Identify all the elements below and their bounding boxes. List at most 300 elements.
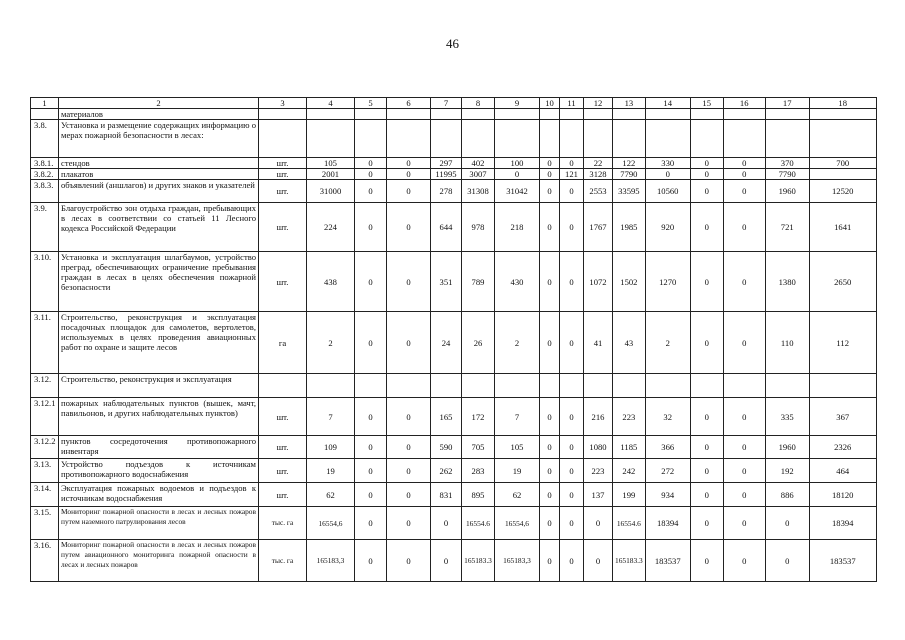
value-cell: 1380 [765, 252, 809, 312]
value-cell: 183537 [645, 540, 690, 582]
value-cell: 2 [645, 312, 690, 374]
row-name: Строительство, реконструкция и эксплуатация [59, 374, 259, 398]
header-cell: 6 [387, 98, 431, 109]
row-unit: шт. [259, 158, 307, 169]
value-cell: 122 [613, 158, 646, 169]
value-cell [462, 374, 495, 398]
value-cell: 31308 [462, 180, 495, 203]
value-cell: 105 [495, 436, 540, 459]
value-cell: 165183,3 [495, 540, 540, 582]
value-cell: 330 [645, 158, 690, 169]
row-name: Эксплуатация пожарных водоемов и подъездов к источникам водоснабжения [59, 483, 259, 507]
row-code: 3.9. [31, 203, 59, 252]
value-cell: 192 [765, 459, 809, 483]
value-cell: 18394 [645, 507, 690, 540]
value-cell: 7 [495, 398, 540, 436]
row-name: объявлений (аншлагов) и других знаков и указателей [59, 180, 259, 203]
value-cell: 0 [584, 540, 613, 582]
value-cell: 0 [540, 312, 560, 374]
row-code: 3.13. [31, 459, 59, 483]
value-cell: 920 [645, 203, 690, 252]
table-body [31, 98, 877, 582]
value-cell: 0 [560, 436, 584, 459]
value-cell [613, 120, 646, 158]
row-name: Установка и эксплуатация шлагбаумов, устройство преград, обеспечивающих ограничение пребывания граждан в лесах в целях обеспечения пожарной безопасности [59, 252, 259, 312]
row-code: 3.8. [31, 120, 59, 158]
value-cell [645, 374, 690, 398]
header-cell: 7 [431, 98, 462, 109]
value-cell [540, 120, 560, 158]
value-cell: 283 [462, 459, 495, 483]
value-cell: 109 [307, 436, 355, 459]
row-unit: шт. [259, 252, 307, 312]
value-cell [809, 374, 876, 398]
value-cell: 165183.3 [462, 540, 495, 582]
value-cell: 223 [613, 398, 646, 436]
value-cell: 3128 [584, 169, 613, 180]
table-row [31, 158, 877, 169]
value-cell: 165 [431, 398, 462, 436]
header-cell: 5 [355, 98, 387, 109]
value-cell: 0 [560, 158, 584, 169]
value-cell: 18394 [809, 507, 876, 540]
row-unit: шт. [259, 180, 307, 203]
value-cell: 278 [431, 180, 462, 203]
value-cell: 19 [495, 459, 540, 483]
value-cell: 223 [584, 459, 613, 483]
value-cell: 0 [560, 459, 584, 483]
row-code: 3.8.3. [31, 180, 59, 203]
value-cell: 0 [355, 398, 387, 436]
value-cell: 2650 [809, 252, 876, 312]
value-cell [387, 109, 431, 120]
value-cell: 0 [495, 169, 540, 180]
value-cell: 0 [355, 436, 387, 459]
value-cell: 0 [723, 436, 765, 459]
value-cell [495, 374, 540, 398]
value-cell: 0 [355, 507, 387, 540]
value-cell: 1641 [809, 203, 876, 252]
header-cell: 8 [462, 98, 495, 109]
value-cell: 590 [431, 436, 462, 459]
value-cell [462, 120, 495, 158]
value-cell [584, 120, 613, 158]
value-cell [723, 109, 765, 120]
value-cell: 0 [540, 169, 560, 180]
table-row [31, 459, 877, 483]
value-cell [645, 109, 690, 120]
value-cell: 0 [355, 158, 387, 169]
value-cell: 7790 [613, 169, 646, 180]
value-cell: 0 [690, 398, 723, 436]
header-cell: 4 [307, 98, 355, 109]
row-unit [259, 120, 307, 158]
value-cell [540, 374, 560, 398]
value-cell: 2 [495, 312, 540, 374]
value-cell: 886 [765, 483, 809, 507]
row-unit: га [259, 312, 307, 374]
value-cell: 430 [495, 252, 540, 312]
value-cell: 0 [387, 483, 431, 507]
value-cell: 0 [560, 540, 584, 582]
value-cell: 705 [462, 436, 495, 459]
value-cell: 789 [462, 252, 495, 312]
value-cell: 1502 [613, 252, 646, 312]
row-code: 3.14. [31, 483, 59, 507]
value-cell: 183537 [809, 540, 876, 582]
value-cell: 112 [809, 312, 876, 374]
header-cell: 3 [259, 98, 307, 109]
row-name: плакатов [59, 169, 259, 180]
value-cell: 7 [307, 398, 355, 436]
value-cell: 0 [355, 540, 387, 582]
value-cell [690, 120, 723, 158]
value-cell [355, 120, 387, 158]
value-cell: 0 [765, 540, 809, 582]
value-cell: 18120 [809, 483, 876, 507]
value-cell: 1960 [765, 436, 809, 459]
value-cell: 0 [387, 312, 431, 374]
value-cell [560, 374, 584, 398]
value-cell: 105 [307, 158, 355, 169]
value-cell: 0 [355, 203, 387, 252]
row-name: Установка и размещение содержащих информацию о мерах пожарной безопасности в лесах: [59, 120, 259, 158]
row-code: 3.15. [31, 507, 59, 540]
value-cell [431, 374, 462, 398]
value-cell [495, 120, 540, 158]
value-cell: 0 [387, 540, 431, 582]
value-cell: 0 [387, 436, 431, 459]
value-cell [462, 109, 495, 120]
value-cell: 41 [584, 312, 613, 374]
value-cell: 370 [765, 158, 809, 169]
row-unit: шт. [259, 436, 307, 459]
value-cell: 0 [690, 436, 723, 459]
value-cell: 366 [645, 436, 690, 459]
value-cell: 0 [387, 398, 431, 436]
value-cell: 464 [809, 459, 876, 483]
row-code: 3.8.1. [31, 158, 59, 169]
value-cell: 3007 [462, 169, 495, 180]
value-cell: 121 [560, 169, 584, 180]
header-cell: 16 [723, 98, 765, 109]
table-row [31, 203, 877, 252]
table-row [31, 109, 877, 120]
table-row [31, 507, 877, 540]
value-cell: 33595 [613, 180, 646, 203]
value-cell: 0 [355, 180, 387, 203]
value-cell: 12520 [809, 180, 876, 203]
value-cell: 0 [355, 459, 387, 483]
value-cell [809, 169, 876, 180]
value-cell: 2553 [584, 180, 613, 203]
row-code [31, 109, 59, 120]
value-cell [307, 120, 355, 158]
row-name: пожарных наблюдательных пунктов (вышек, мачт, павильонов, и других наблюдательных пунктов) [59, 398, 259, 436]
value-cell: 0 [540, 180, 560, 203]
value-cell: 10560 [645, 180, 690, 203]
value-cell: 0 [690, 540, 723, 582]
value-cell: 7790 [765, 169, 809, 180]
value-cell: 43 [613, 312, 646, 374]
value-cell: 0 [723, 169, 765, 180]
value-cell [613, 374, 646, 398]
value-cell [307, 374, 355, 398]
value-cell: 1185 [613, 436, 646, 459]
header-row [31, 98, 877, 109]
row-name: Мониторинг пожарной опасности в лесах и лесных пожаров путем авиационного мониторинга пожарной опасности в лесах и лесных пожаров [59, 540, 259, 582]
value-cell: 0 [690, 459, 723, 483]
table-row [31, 483, 877, 507]
value-cell: 24 [431, 312, 462, 374]
value-cell: 0 [690, 203, 723, 252]
value-cell [387, 374, 431, 398]
value-cell: 165183,3 [307, 540, 355, 582]
value-cell: 0 [560, 507, 584, 540]
row-code: 3.10. [31, 252, 59, 312]
value-cell [560, 120, 584, 158]
header-cell: 1 [31, 98, 59, 109]
value-cell: 0 [540, 540, 560, 582]
value-cell: 242 [613, 459, 646, 483]
value-cell: 0 [723, 203, 765, 252]
value-cell: 0 [387, 507, 431, 540]
row-code: 3.8.2. [31, 169, 59, 180]
value-cell: 62 [495, 483, 540, 507]
value-cell: 0 [560, 180, 584, 203]
row-code: 3.12.2 [31, 436, 59, 459]
value-cell: 0 [560, 203, 584, 252]
value-cell: 0 [560, 312, 584, 374]
value-cell [690, 109, 723, 120]
value-cell [645, 120, 690, 158]
row-unit [259, 374, 307, 398]
value-cell: 216 [584, 398, 613, 436]
value-cell [584, 374, 613, 398]
value-cell: 0 [723, 312, 765, 374]
value-cell [690, 374, 723, 398]
row-name: Устройство подъездов к источникам противопожарного водоснабжения [59, 459, 259, 483]
value-cell: 0 [690, 169, 723, 180]
value-cell: 0 [387, 158, 431, 169]
header-cell: 2 [59, 98, 259, 109]
value-cell: 0 [387, 459, 431, 483]
table-row [31, 374, 877, 398]
row-unit: шт. [259, 459, 307, 483]
row-name: Мониторинг пожарной опасности в лесах и лесных пожаров путем наземного патрулирования лесов [59, 507, 259, 540]
value-cell: 0 [690, 483, 723, 507]
value-cell: 16554.6 [462, 507, 495, 540]
value-cell: 272 [645, 459, 690, 483]
value-cell: 137 [584, 483, 613, 507]
value-cell: 0 [355, 169, 387, 180]
value-cell: 199 [613, 483, 646, 507]
value-cell: 335 [765, 398, 809, 436]
table-row [31, 180, 877, 203]
row-unit: тыс. га [259, 540, 307, 582]
value-cell: 0 [560, 398, 584, 436]
value-cell: 0 [540, 203, 560, 252]
value-cell: 351 [431, 252, 462, 312]
row-unit: шт. [259, 398, 307, 436]
value-cell: 0 [540, 436, 560, 459]
value-cell: 100 [495, 158, 540, 169]
value-cell: 0 [723, 252, 765, 312]
header-cell: 14 [645, 98, 690, 109]
value-cell: 0 [387, 252, 431, 312]
value-cell: 165183.3 [613, 540, 646, 582]
value-cell: 0 [723, 507, 765, 540]
value-cell [723, 120, 765, 158]
value-cell [809, 120, 876, 158]
value-cell: 0 [540, 507, 560, 540]
value-cell: 438 [307, 252, 355, 312]
row-code: 3.11. [31, 312, 59, 374]
value-cell [540, 109, 560, 120]
value-cell: 367 [809, 398, 876, 436]
value-cell: 0 [560, 252, 584, 312]
value-cell: 110 [765, 312, 809, 374]
value-cell [355, 374, 387, 398]
value-cell: 0 [584, 507, 613, 540]
value-cell: 1985 [613, 203, 646, 252]
value-cell: 0 [765, 507, 809, 540]
value-cell: 1080 [584, 436, 613, 459]
value-cell: 0 [723, 158, 765, 169]
row-unit: шт. [259, 483, 307, 507]
value-cell: 402 [462, 158, 495, 169]
value-cell: 0 [540, 158, 560, 169]
table-row [31, 312, 877, 374]
value-cell: 895 [462, 483, 495, 507]
value-cell: 644 [431, 203, 462, 252]
value-cell: 11995 [431, 169, 462, 180]
value-cell: 0 [540, 252, 560, 312]
value-cell: 1767 [584, 203, 613, 252]
value-cell [495, 109, 540, 120]
table-row [31, 436, 877, 459]
value-cell: 0 [387, 180, 431, 203]
row-unit: шт. [259, 169, 307, 180]
value-cell [431, 120, 462, 158]
value-cell: 62 [307, 483, 355, 507]
value-cell [560, 109, 584, 120]
header-cell: 13 [613, 98, 646, 109]
row-code: 3.12.1 [31, 398, 59, 436]
row-unit: шт. [259, 203, 307, 252]
value-cell: 26 [462, 312, 495, 374]
header-cell: 11 [560, 98, 584, 109]
value-cell: 16554,6 [307, 507, 355, 540]
value-cell: 1270 [645, 252, 690, 312]
table-row [31, 120, 877, 158]
header-cell: 15 [690, 98, 723, 109]
row-unit: тыс. га [259, 507, 307, 540]
header-cell: 12 [584, 98, 613, 109]
value-cell: 0 [645, 169, 690, 180]
row-name: материалов [59, 109, 259, 120]
value-cell: 700 [809, 158, 876, 169]
value-cell: 0 [723, 483, 765, 507]
value-cell: 0 [540, 459, 560, 483]
row-code: 3.12. [31, 374, 59, 398]
value-cell: 218 [495, 203, 540, 252]
row-name: стендов [59, 158, 259, 169]
value-cell: 16554.6 [613, 507, 646, 540]
value-cell: 721 [765, 203, 809, 252]
value-cell: 31000 [307, 180, 355, 203]
row-name: пунктов сосредоточения противопожарного инвентаря [59, 436, 259, 459]
value-cell: 2001 [307, 169, 355, 180]
value-cell: 0 [540, 398, 560, 436]
value-cell: 0 [355, 483, 387, 507]
value-cell: 0 [690, 312, 723, 374]
table-row [31, 252, 877, 312]
header-cell: 17 [765, 98, 809, 109]
value-cell [387, 120, 431, 158]
value-cell [307, 109, 355, 120]
value-cell: 0 [431, 507, 462, 540]
header-cell: 18 [809, 98, 876, 109]
value-cell [355, 109, 387, 120]
table-row [31, 169, 877, 180]
value-cell [809, 109, 876, 120]
value-cell: 0 [723, 398, 765, 436]
value-cell: 297 [431, 158, 462, 169]
value-cell: 0 [355, 312, 387, 374]
value-cell: 2326 [809, 436, 876, 459]
value-cell: 0 [431, 540, 462, 582]
value-cell: 0 [560, 483, 584, 507]
value-cell: 831 [431, 483, 462, 507]
value-cell: 0 [355, 252, 387, 312]
value-cell: 0 [723, 180, 765, 203]
value-cell: 0 [387, 203, 431, 252]
row-name: Строительство, реконструкция и эксплуатация посадочных площадок для самолетов, вертолетов, используемых в целях проведения авиационных работ по охране и защите лесов [59, 312, 259, 374]
row-name: Благоустройство зон отдыха граждан, пребывающих в лесах в соответствии со статьей 11 Лесного кодекса Российской Федерации [59, 203, 259, 252]
value-cell: 0 [387, 169, 431, 180]
value-cell: 0 [723, 459, 765, 483]
value-cell: 1072 [584, 252, 613, 312]
value-cell [765, 120, 809, 158]
value-cell: 16554,6 [495, 507, 540, 540]
value-cell: 934 [645, 483, 690, 507]
value-cell: 22 [584, 158, 613, 169]
table-row [31, 540, 877, 582]
value-cell: 978 [462, 203, 495, 252]
value-cell: 0 [723, 540, 765, 582]
row-unit [259, 109, 307, 120]
value-cell: 0 [690, 507, 723, 540]
value-cell: 1960 [765, 180, 809, 203]
value-cell: 0 [690, 252, 723, 312]
fire-safety-table [30, 97, 877, 582]
table-row [31, 398, 877, 436]
page-number: 46 [446, 36, 459, 51]
value-cell: 172 [462, 398, 495, 436]
value-cell [584, 109, 613, 120]
value-cell: 19 [307, 459, 355, 483]
value-cell [723, 374, 765, 398]
row-code: 3.16. [31, 540, 59, 582]
value-cell: 0 [540, 483, 560, 507]
header-cell: 9 [495, 98, 540, 109]
value-cell [765, 374, 809, 398]
value-cell: 0 [690, 180, 723, 203]
value-cell: 224 [307, 203, 355, 252]
value-cell [613, 109, 646, 120]
header-cell: 10 [540, 98, 560, 109]
